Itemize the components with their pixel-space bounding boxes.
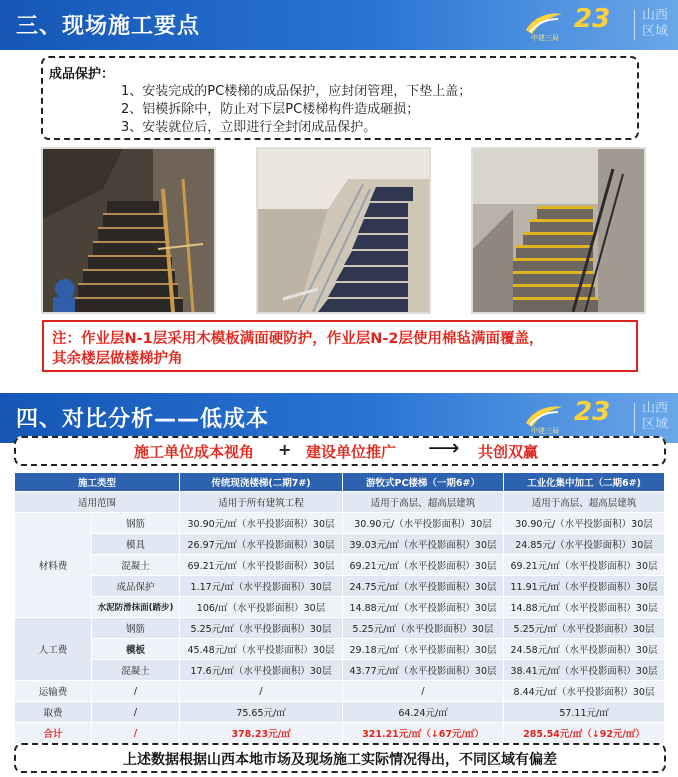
table-cell: 5.25元/㎡（水平投影面积）30层 <box>343 618 504 639</box>
table-cell: 378.23元/㎡ <box>180 723 343 744</box>
table-row <box>15 513 665 534</box>
stair-photo-wood-protection <box>41 147 216 314</box>
tagline-plus: + <box>278 440 292 459</box>
table-cell: 75.65元/㎡ <box>180 702 343 723</box>
table-cell: 24.75元/㎡（水平投影面积）30层 <box>343 576 504 597</box>
tagline-developer: 建设单位推广 <box>306 443 397 461</box>
table-cell: 5.25元/㎡（水平投影面积）30层 <box>504 618 665 639</box>
table-cell: 321.21元/㎡（↓67元/㎡） <box>343 723 504 744</box>
table-row <box>15 681 665 702</box>
cost-comparison-table <box>14 472 665 744</box>
row-label: 合计 <box>15 723 92 744</box>
table-cell: 适用于高层、超高层建筑 <box>504 492 665 513</box>
table-cell: 适用于所有建筑工程 <box>180 492 343 513</box>
table-cell: 30.90元/（水平投影面积）30层 <box>504 513 665 534</box>
note-box <box>42 320 638 372</box>
tagline-win-win: 共创双赢 <box>478 443 539 461</box>
slide-cost-comparison <box>0 393 678 777</box>
row-label: 模板 <box>92 639 180 660</box>
tagline-box <box>14 436 666 466</box>
table-row <box>15 597 665 618</box>
table-cell: 45.48元/㎡（水平投影面积）30层 <box>180 639 343 660</box>
footer-note-box <box>14 743 666 773</box>
table-cell: 30.90元/㎡（水平投影面积）30层 <box>180 513 343 534</box>
table-cell: 64.24元/㎡ <box>343 702 504 723</box>
note-line-2: 其余楼层做楼梯护角 <box>52 351 183 367</box>
table-cell: 14.88元/㎡（水平投影面积）30层 <box>504 597 665 618</box>
table-cell: 30.90元/（水平投影面积）30层 <box>343 513 504 534</box>
table-cell: 11.91元/㎡（水平投影面积）30层 <box>504 576 665 597</box>
table-cell: 5.25元/㎡（水平投影面积）30层 <box>180 618 343 639</box>
category-label: 材料费 <box>15 513 92 618</box>
table-cell: 17.6元/㎡（水平投影面积）30层 <box>180 660 343 681</box>
arrow-right-icon: ⟶ <box>428 436 460 461</box>
table-cell: 69.21元/㎡（水平投影面积）30层 <box>180 555 343 576</box>
logo-small-text: 中建三局 <box>531 34 559 42</box>
column-header: 游牧式PC楼梯（一期6#） <box>343 473 504 492</box>
row-label: 取费 <box>15 702 92 723</box>
table-cell: 14.88元/㎡（水平投影面积）30层 <box>343 597 504 618</box>
table-row <box>15 618 665 639</box>
logo-region: 山西区域 <box>641 8 668 39</box>
logo-number: 23 <box>574 397 611 427</box>
footer-note: 上述数据根据山西本地市场及现场施工实际情况得出，不同区域有偏差 <box>123 752 557 768</box>
row-label: 混凝土 <box>92 555 180 576</box>
protection-heading: 成品保护： <box>49 67 115 82</box>
tagline-contractor: 施工单位成本视角 <box>134 443 255 461</box>
slide-header <box>0 0 678 50</box>
protection-box <box>41 56 639 140</box>
slide-construction-points <box>0 0 678 372</box>
protection-item: 2、铝模拆除中，防止对下层PC楼梯构件造成砸损； <box>121 102 420 117</box>
table-cell: 69.21元/㎡（水平投影面积）30层 <box>343 555 504 576</box>
stair-photo-felt-cover <box>256 147 431 314</box>
table-row <box>15 492 665 513</box>
row-label: 成品保护 <box>92 576 180 597</box>
slide-title: 四、对比分析——低成本 <box>16 407 270 432</box>
logo-small-text: 中建三局 <box>531 427 559 435</box>
table-cell: 43.77元/㎡（水平投影面积）30层 <box>343 660 504 681</box>
row-label: 模具 <box>92 534 180 555</box>
table-cell: / <box>92 702 180 723</box>
table-header-row <box>15 473 665 492</box>
logo-divider <box>634 403 635 433</box>
table-cell: 285.54元/㎡（↓92元/㎡） <box>504 723 665 744</box>
protection-item: 3、安装就位后，立即进行全封闭成品保护。 <box>121 120 377 135</box>
table-row <box>15 702 665 723</box>
table-cell: 适用于高层、超高层建筑 <box>343 492 504 513</box>
table-cell: 29.18元/㎡（水平投影面积）30层 <box>343 639 504 660</box>
table-cell: 39.03元/㎡（水平投影面积）30层 <box>343 534 504 555</box>
slide-title: 三、现场施工要点 <box>16 14 201 39</box>
note-line-1: 注：作业层N-1层采用木模板满面硬防护，作业层N-2层使用棉毡满面覆盖， <box>52 331 544 347</box>
category-label: 人工费 <box>15 618 92 681</box>
table-cell: 24.85元/（水平投影面积）30层 <box>504 534 665 555</box>
table-total-row <box>15 723 665 744</box>
table-cell: 8.44元/㎡（水平投影面积）30层 <box>504 681 665 702</box>
table-cell: 69.21元/㎡（水平投影面积）30层 <box>504 555 665 576</box>
table-cell: 38.41元/㎡（水平投影面积）30层 <box>504 660 665 681</box>
stair-photo-corner-guard <box>471 147 646 314</box>
row-label: 钢筋 <box>92 513 180 534</box>
logo-divider <box>634 10 635 40</box>
table-cell: / <box>92 681 180 702</box>
logo-region: 山西区域 <box>641 401 668 432</box>
table-row <box>15 576 665 597</box>
row-label: 混凝土 <box>92 660 180 681</box>
table-row <box>15 660 665 681</box>
table-cell: / <box>92 723 180 744</box>
row-label: 适用范围 <box>15 492 180 513</box>
row-label: 水泥防滑抹面(踏步) <box>92 597 180 618</box>
table-cell: 106/㎡（水平投影面积）30层 <box>180 597 343 618</box>
column-header: 施工类型 <box>15 473 180 492</box>
table-cell: / <box>343 681 504 702</box>
table-row <box>15 534 665 555</box>
table-cell: 57.11元/㎡ <box>504 702 665 723</box>
table-cell: / <box>180 681 343 702</box>
table-row <box>15 639 665 660</box>
table-cell: 26.97元/㎡（水平投影面积）30层 <box>180 534 343 555</box>
table-cell: 24.58元/㎡（水平投影面积）30层 <box>504 639 665 660</box>
row-label: 运输费 <box>15 681 92 702</box>
table-row <box>15 555 665 576</box>
protection-item: 1、安装完成的PC楼梯的成品保护，应封闭管理，下垫上盖； <box>121 84 472 99</box>
column-header: 传统现浇楼梯(二期7#) <box>180 473 343 492</box>
column-header: 工业化集中加工（二期6#) <box>504 473 665 492</box>
table-cell: 1.17元/㎡（水平投影面积）30层 <box>180 576 343 597</box>
logo-number: 23 <box>574 4 611 34</box>
row-label: 钢筋 <box>92 618 180 639</box>
